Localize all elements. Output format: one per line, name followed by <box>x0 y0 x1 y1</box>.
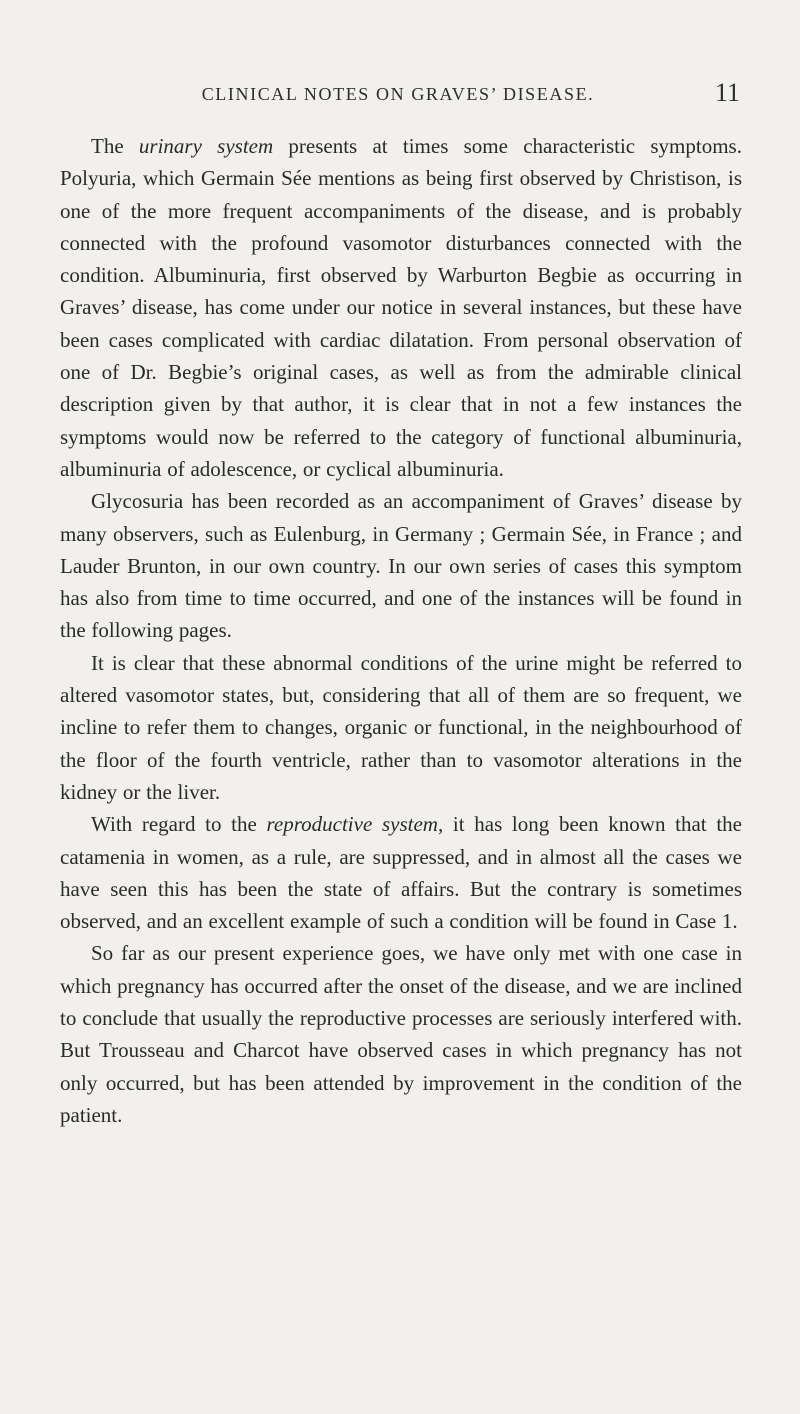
paragraph-urinary-system <box>60 130 742 485</box>
paragraph-rest: it has long been known that the catamenia in women, as a rule, are suppressed, and in almost all the cases we have seen this has been the state of affairs. But the contrary is sometimes observed, and an excellent example of such a condition will be found in Case 1. <box>60 812 742 934</box>
paragraph-lead: With regard to the <box>91 812 267 837</box>
paragraph-urine-conditions: It is clear that these abnormal conditions of the urine might be referred to altered vasomotor states, but, considering that all of them are so frequent, we incline to refer them to changes, organic or functional, in the neighbourhood of the floor of the fourth ventricle, rather than to vasomotor alterations in the kidney or the liver. <box>60 650 742 804</box>
italic-term-reproductive-system: reproductive system, <box>266 812 444 837</box>
running-head: CLINICAL NOTES ON GRAVES’ DISEASE. <box>201 84 595 104</box>
page-number: 11 <box>714 78 740 107</box>
paragraph-lead: The <box>91 134 139 158</box>
paragraph-rest: presents at times some characteristic symptoms. Polyuria, which Germain Sée mentions as being first observed by Christison, is one of the more frequent accompaniments of the disease, and is probably connected with the profound vasomotor disturbances connected with the condition. Albuminuria, first observed by Warburton Begbie as occurring in Graves’ disease, has come under our notice in several instances, but these have been cases complicated with cardiac dilatation. From personal observation of one of Dr. Begbie’s original cases, as well as from the admirable clinical description given by that author, it is clear that in not a few instances the symptoms would now be referred to the category of functional albuminuria, albuminuria of adolescence, or cyclical albuminuria. <box>60 134 742 481</box>
paragraph-reproductive-system <box>60 808 742 937</box>
paragraph-glycosuria: Glycosuria has been recorded as an accompaniment of Graves’ disease by many observers, such as Eulenburg, in Germany ; Germain Sée, in France ; and Lauder Brunton, in our own country. In our own series of cases this symptom has also from time to time occurred, and one of the instances will be found in the following pages. <box>60 489 742 643</box>
paragraph-pregnancy: So far as our present experience goes, we have only met with one case in which pregnancy has occurred after the onset of the disease, and we are inclined to conclude that usually the reproductive processes are seriously interfered with. But Trousseau and Charcot have observed cases in which pregnancy has not only occurred, but has been attended by improvement in the condition of the patient. <box>60 941 742 1127</box>
page-header <box>56 78 740 114</box>
italic-term-urinary-system: urinary system <box>138 134 274 158</box>
body-text <box>60 130 742 1131</box>
